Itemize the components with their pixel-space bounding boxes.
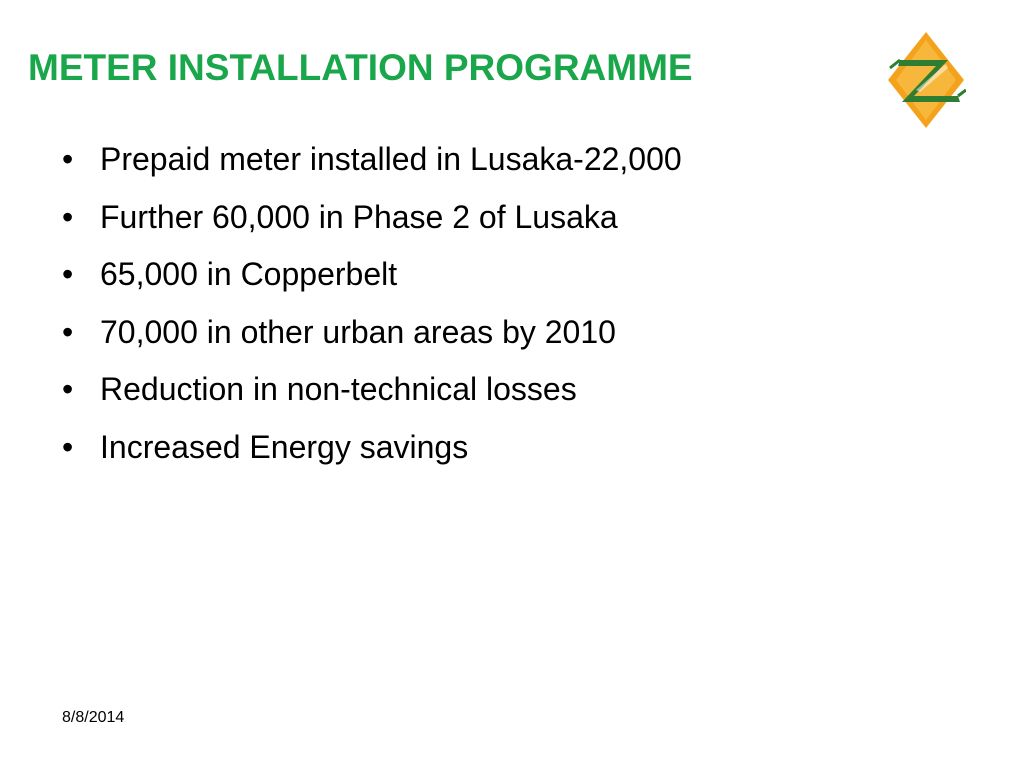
list-item: [62, 366, 682, 424]
bullet-dot: •: [62, 141, 74, 177]
bullet-dot: •: [62, 313, 74, 350]
list-item: [62, 136, 682, 194]
slide-date: 8/8/2014: [62, 709, 125, 726]
bullet-text: Increased Energy savings: [100, 428, 469, 465]
list-item: [62, 309, 682, 367]
bullet-list: [62, 136, 682, 481]
bullet-text: Prepaid meter installed in Lusaka-22,000: [100, 141, 682, 177]
bullet-text: Further 60,000 in Phase 2 of Lusaka: [100, 198, 618, 235]
bullet-dot: •: [62, 371, 74, 407]
slide-title: METER INSTALLATION PROGRAMME: [28, 47, 693, 88]
list-item: [62, 194, 682, 252]
bullet-text: Reduction in non-technical losses: [100, 371, 577, 407]
bullet-dot: •: [62, 198, 74, 235]
list-item: [62, 251, 682, 309]
zesco-logo-icon: [886, 30, 966, 130]
bullet-dot: •: [62, 256, 74, 292]
bullet-dot: •: [62, 428, 74, 465]
list-item: [62, 424, 682, 482]
bullet-text: 70,000 in other urban areas by 2010: [100, 313, 616, 350]
bullet-text: 65,000 in Copperbelt: [100, 256, 398, 292]
